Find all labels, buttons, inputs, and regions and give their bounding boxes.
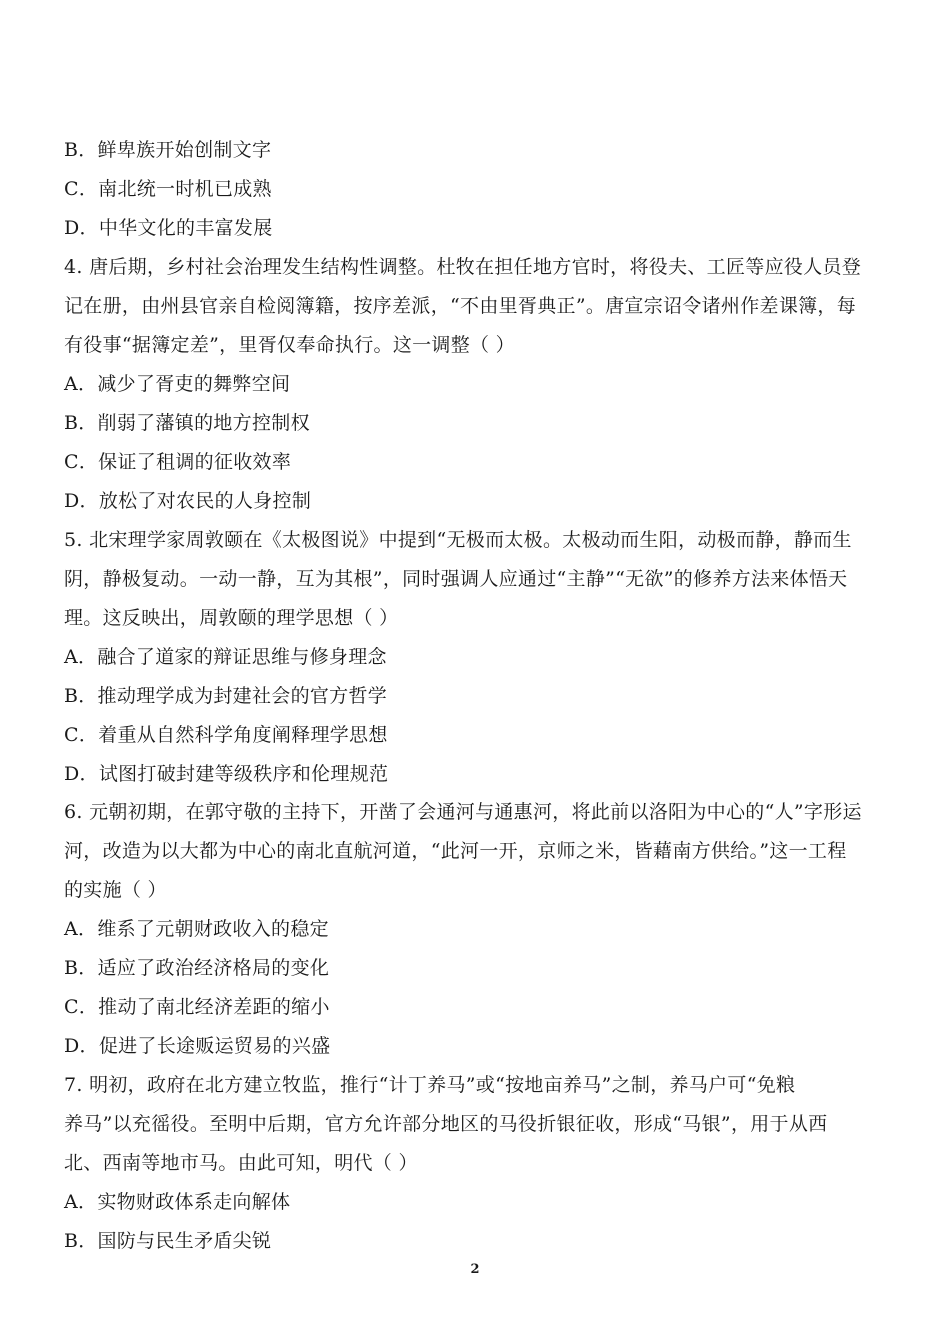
q4-stem-line-1: 4. 唐后期，乡村社会治理发生结构性调整。杜牧在担任地方官时，将役夫、工匠等应役人员登 [64,256,862,278]
q6-stem-line-2: 河，改造为以大都为中心的南北直航河道，“此河一开，京师之米，皆藉南方供给。”这一工程 [64,840,847,862]
q4-option-c: C．保证了租调的征收效率 [64,451,292,473]
q5-option-a: A．融合了道家的辩证思维与修身理念 [64,646,387,668]
q6-option-b: B．适应了政治经济格局的变化 [64,957,330,979]
q6-option-c: C．推动了南北经济差距的缩小 [64,996,330,1018]
q6-option-d: D．促进了长途贩运贸易的兴盛 [64,1035,331,1057]
q5-stem-line-1: 5. 北宋理学家周敦颐在《太极图说》中提到“无极而太极。太极动而生阳，动极而静，静而生 [64,529,852,551]
q4-option-d: D．放松了对农民的人身控制 [64,490,312,512]
q5-stem-line-2: 阴，静极复动。一动一静，互为其根”，同时强调人应通过“主静”“无欲”的修养方法来体悟天 [64,568,848,590]
q5-option-d: D．试图打破封建等级秩序和伦理规范 [64,763,389,785]
page-number: 2 [470,1262,480,1277]
q7-option-b: B．国防与民生矛盾尖锐 [64,1230,272,1252]
q6-option-a: A．维系了元朝财政收入的稳定 [64,918,329,940]
q4-stem-line-2: 记在册，由州县官亲自检阅簿籍，按序差派，“不由里胥典正”。唐宣宗诏令诸州作差课簿，每 [64,295,857,317]
q7-stem-line-3: 北、西南等地市马。由此可知，明代（ ） [64,1152,418,1174]
q7-stem-line-2: 养马”以充徭役。至明中后期，官方允许部分地区的马役折银征收，形成“马银”，用于从西 [64,1113,828,1135]
q5-option-b: B．推动理学成为封建社会的官方哲学 [64,685,388,707]
q7-option-a: A．实物财政体系走向解体 [64,1191,291,1213]
q6-stem-line-3: 的实施（ ） [64,879,167,901]
q6-stem-line-1: 6. 元朝初期，在郭守敬的主持下，开凿了会通河与通惠河，将此前以洛阳为中心的“人”字形运 [64,801,862,823]
q5-stem-line-3: 理。这反映出，周敦颐的理学思想（ ） [64,607,399,629]
q4-option-b: B．削弱了藩镇的地方控制权 [64,412,310,434]
q3-option-c: C．南北统一时机已成熟 [64,178,272,200]
q4-option-a: A．减少了胥吏的舞弊空间 [64,373,291,395]
q4-stem-line-3: 有役事“据簿定差”，里胥仅奉命执行。这一调整（ ） [64,334,515,356]
q5-option-c: C．着重从自然科学角度阐释理学思想 [64,724,388,746]
q3-option-d: D．中华文化的丰富发展 [64,217,273,239]
q3-option-b: B．鲜卑族开始创制文字 [64,139,272,161]
q7-stem-line-1: 7. 明初，政府在北方建立牧监，推行“计丁养马”或“按地亩养马”之制，养马户可“免粮 [64,1074,796,1096]
